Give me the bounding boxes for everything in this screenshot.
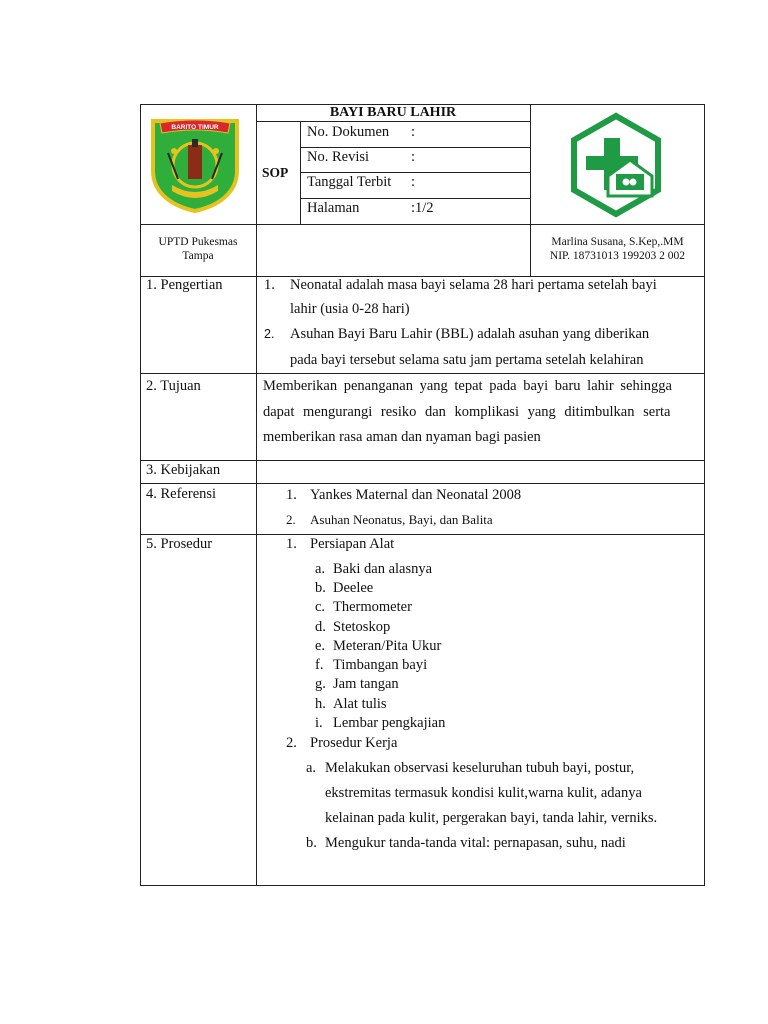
list-letter: i.	[315, 715, 323, 731]
list-letter: a.	[306, 760, 317, 776]
list-letter: h.	[315, 696, 326, 712]
divider	[300, 147, 530, 148]
list-item-text: Yankes Maternal dan Neonatal 2008	[310, 487, 522, 503]
list-letter: g.	[315, 676, 326, 692]
logo-text: BARITO TIMUR	[171, 124, 219, 131]
divider	[140, 534, 705, 535]
meta-label-tanggal-terbit: Tanggal Terbit	[307, 174, 392, 190]
list-number: 1.	[286, 487, 297, 503]
divider	[140, 373, 705, 374]
list-item-text: Stetoskop	[333, 619, 391, 635]
signatory-nip: NIP. 18731013 199203 2 002	[549, 250, 686, 262]
list-item-text: Lembar pengkajian	[333, 715, 446, 731]
list-number: 2.	[286, 512, 296, 527]
list-number: 2.	[264, 327, 275, 341]
divider	[140, 483, 705, 484]
list-letter: a.	[315, 561, 326, 577]
divider	[256, 121, 530, 122]
meta-value-no-revisi: :	[411, 149, 416, 165]
sop-label: SOP	[262, 165, 289, 180]
list-number: 2.	[286, 735, 297, 751]
list-letter: e.	[315, 638, 326, 654]
section-label-referensi: 4. Referensi	[146, 486, 217, 502]
regency-logo	[148, 113, 242, 213]
list-item-text: Neonatal adalah masa bayi selama 28 hari pertama setelah bayi	[290, 277, 657, 293]
paragraph-line: dapat mengurangi resiko dan komplikasi yang ditimbulkan serta	[263, 404, 671, 420]
meta-label-halaman: Halaman	[307, 200, 360, 216]
list-item-text: kelainan pada kulit, pergerakan bayi, tanda lahir, verniks.	[325, 810, 658, 826]
paragraph-line: memberikan rasa aman dan nyaman bagi pasien	[263, 429, 541, 445]
list-item-text: Melakukan observasi keseluruhan tubuh bayi, postur,	[325, 760, 635, 776]
section-label-kebijakan: 3. Kebijakan	[146, 462, 221, 478]
list-item-text: ekstremitas termasuk kondisi kulit,warna kulit, adanya	[325, 785, 642, 801]
institution-location: Tampa	[182, 250, 214, 262]
list-number: 1.	[286, 536, 297, 552]
divider	[256, 104, 257, 886]
section-label-prosedur: 5. Prosedur	[146, 536, 213, 552]
list-item-text: Thermometer	[333, 599, 412, 615]
subsection-title: Prosedur Kerja	[310, 735, 398, 751]
divider	[300, 172, 530, 173]
meta-label-no-dokumen: No. Dokumen	[307, 124, 390, 140]
table-border-right	[704, 104, 705, 886]
table-border-left	[140, 104, 141, 886]
list-item-text: Timbangan bayi	[333, 657, 428, 673]
list-item-text: lahir (usia 0-28 hari)	[290, 301, 410, 317]
list-number: 1.	[264, 277, 275, 293]
list-letter: d.	[315, 619, 326, 635]
puskesmas-logo	[568, 112, 664, 218]
list-letter: b.	[306, 835, 317, 851]
meta-label-no-revisi: No. Revisi	[307, 149, 370, 165]
list-letter: b.	[315, 580, 326, 596]
list-item-text: Deelee	[333, 580, 374, 596]
list-item-text: Asuhan Neonatus, Bayi, dan Balita	[310, 512, 493, 527]
divider	[300, 198, 530, 199]
list-letter: c.	[315, 599, 326, 615]
table-border-bottom	[140, 885, 705, 886]
meta-value-no-dokumen: :	[411, 124, 416, 140]
section-label-tujuan: 2. Tujuan	[146, 378, 201, 394]
meta-value-halaman: :1/2	[411, 200, 434, 216]
meta-value-tanggal-terbit: :	[411, 174, 416, 190]
list-item-text: Jam tangan	[333, 676, 399, 692]
subsection-title: Persiapan Alat	[310, 536, 395, 552]
section-label-pengertian: 1. Pengertian	[146, 277, 223, 293]
institution-name: UPTD Pukesmas	[158, 236, 238, 248]
list-item-text: pada bayi tersebut selama satu jam pertama setelah kelahiran	[290, 352, 644, 368]
list-item-text: Meteran/Pita Ukur	[333, 638, 442, 654]
list-letter: f.	[315, 657, 324, 673]
divider	[140, 460, 705, 461]
signatory-name: Marlina Susana, S.Kep,.MM	[551, 236, 684, 248]
list-item-text: Mengukur tanda-tanda vital: pernapasan, suhu, nadi	[325, 835, 626, 851]
divider	[140, 224, 705, 225]
document-title: BAYI BARU LAHIR	[329, 105, 457, 120]
list-item-text: Baki dan alasnya	[333, 561, 433, 577]
list-item-text: Alat tulis	[333, 696, 387, 712]
paragraph-line: Memberikan penanganan yang tepat pada bayi baru lahir sehingga	[263, 378, 672, 394]
list-item-text: Asuhan Bayi Baru Lahir (BBL) adalah asuhan yang diberikan	[290, 326, 650, 342]
